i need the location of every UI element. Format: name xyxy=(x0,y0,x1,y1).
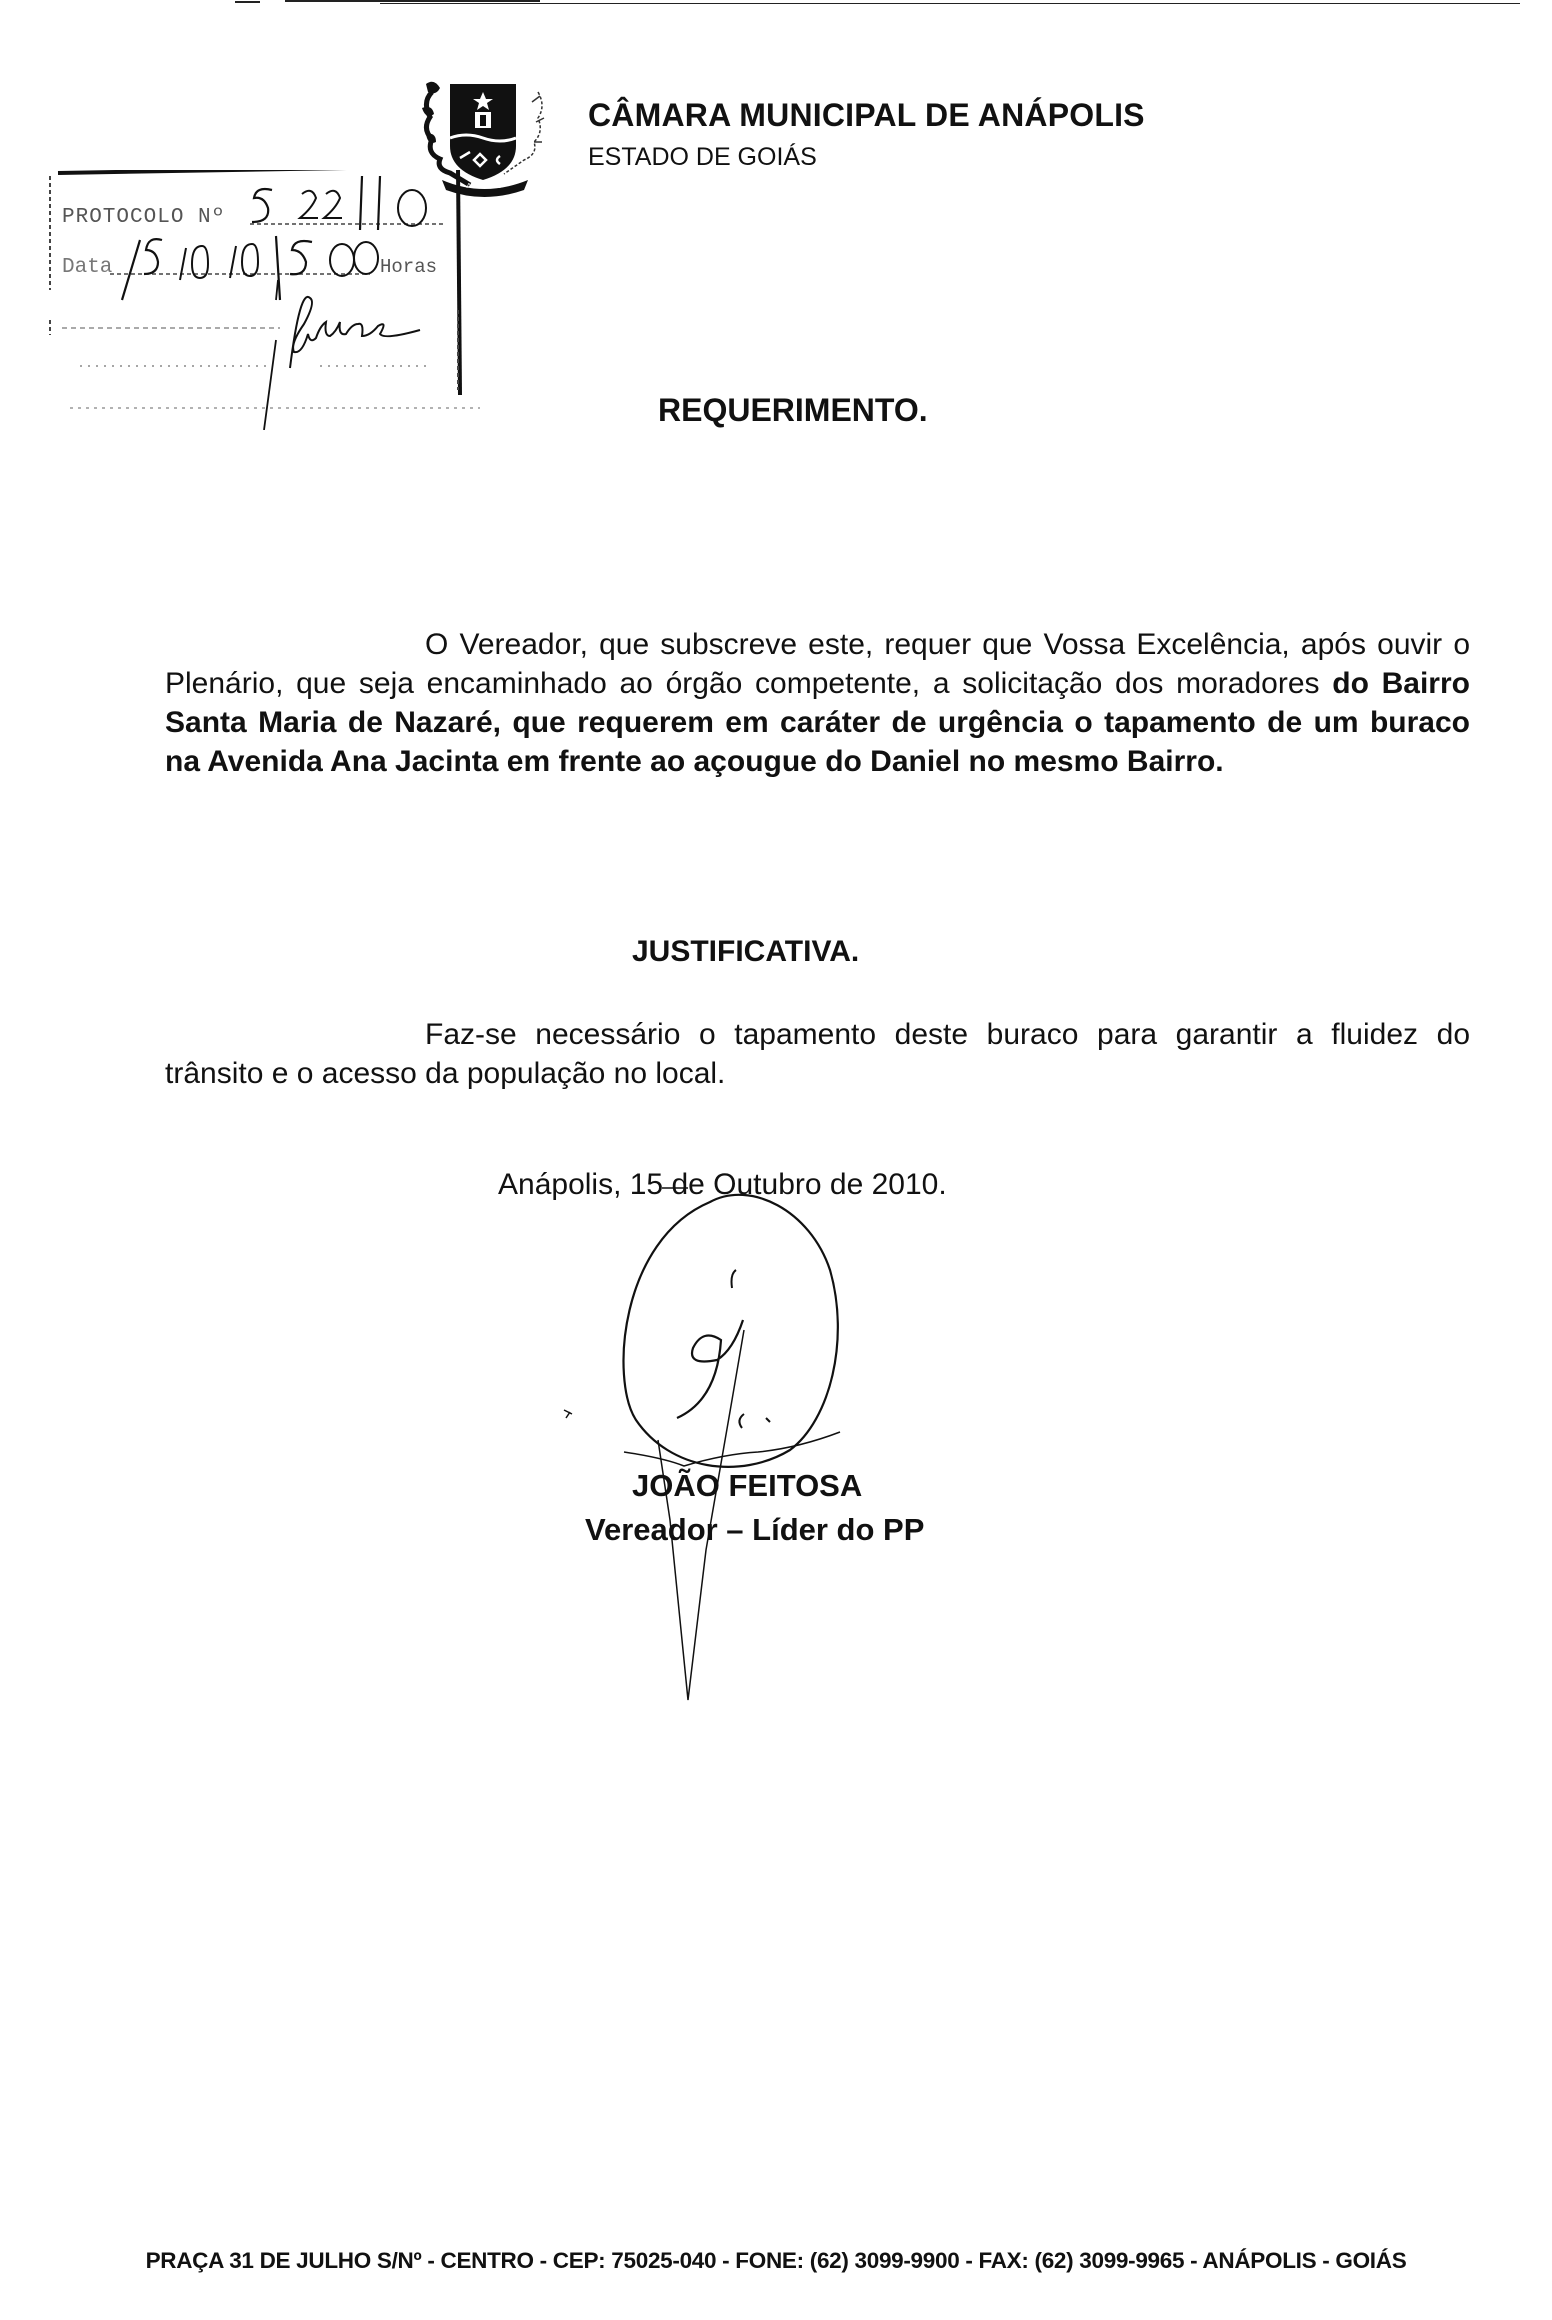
svg-text:PROTOCOLO Nº: PROTOCOLO Nº xyxy=(62,206,226,229)
request-paragraph xyxy=(165,625,1470,781)
institution-state: ESTADO DE GOIÁS xyxy=(588,143,817,171)
institution-name: CÂMARA MUNICIPAL DE ANÁPOLIS xyxy=(588,97,1145,133)
justification-paragraph xyxy=(165,1015,1470,1093)
request-text-bold: do Bairro Santa Maria de Nazaré, que requerem em caráter de urgência o tapamento de um buraco na Avenida Ana Jacinta em frente ao açougue do Daniel no mesmo Bairro. xyxy=(165,667,1470,778)
handwritten-signature xyxy=(560,1180,1000,1720)
date-line: Anápolis, 15 de Outubro de 2010. xyxy=(498,1168,947,1201)
svg-text:Data: Data xyxy=(62,256,113,279)
signer-name: JOÃO FEITOSA xyxy=(632,1468,863,1503)
document-title: REQUERIMENTO. xyxy=(658,392,928,428)
svg-text:Horas: Horas xyxy=(380,256,438,278)
justification-text: Faz-se necessário o tapamento deste buraco para garantir a fluidez do trânsito e o acesso da população no local. xyxy=(165,1018,1470,1090)
scan-artifact-line xyxy=(285,0,540,2)
protocol-stamp xyxy=(40,170,520,430)
scan-artifact-line xyxy=(235,1,260,3)
svg-text:ANÁPOLIS: ANÁPOLIS xyxy=(466,183,502,190)
request-text: O Vereador, que subscreve este, requer que Vossa Excelência, após ouvir o Plenário, que seja encaminhado ao órgão competente, a solicitação dos moradores xyxy=(165,628,1470,700)
footer-address: PRAÇA 31 DE JULHO S/Nº - CENTRO - CEP: 75025-040 - FONE: (62) 3099-9900 - FAX: (62) 3099-9965 - ANÁPOLIS - GOIÁS xyxy=(145,2248,1407,2273)
justification-title: JUSTIFICATIVA. xyxy=(632,935,860,968)
signer-role: Vereador – Líder do PP xyxy=(585,1512,925,1547)
scan-artifact-line xyxy=(380,3,1520,4)
